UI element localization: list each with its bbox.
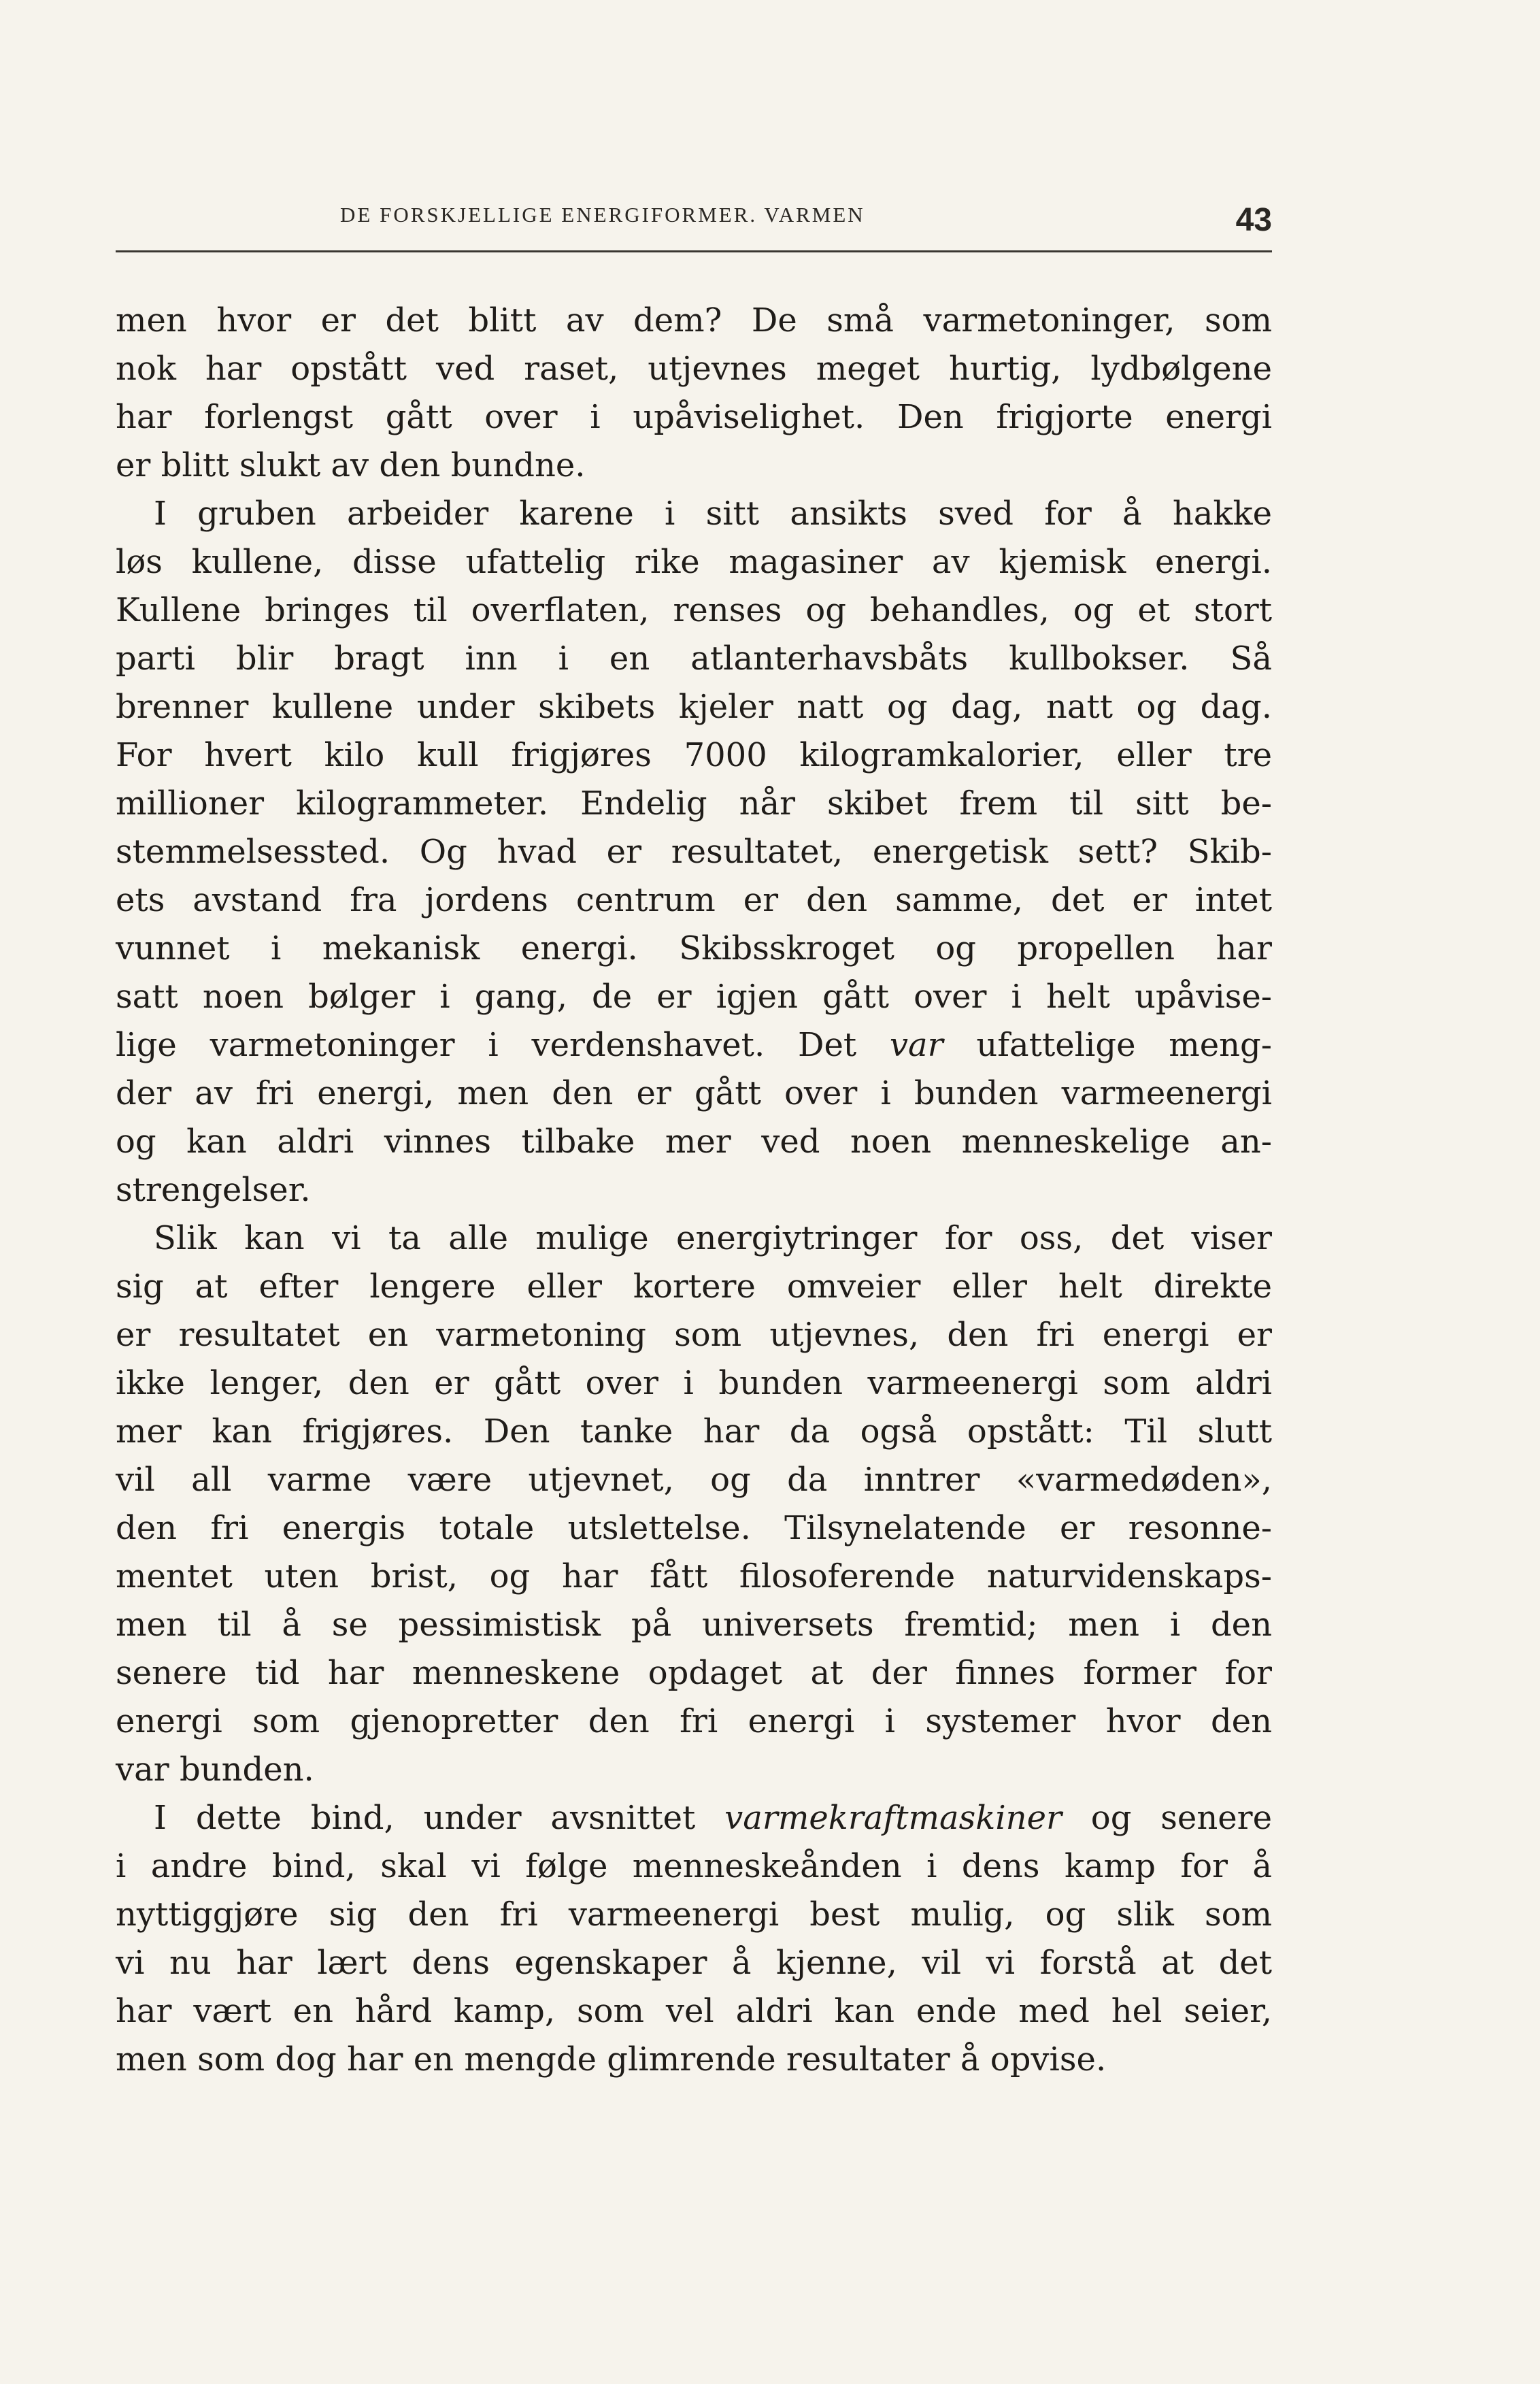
emphasis-varmekraftmaskiner: varmekraftmaskiner [724,1799,1062,1837]
text-run: lige varmetoninger i verdenshavet. Det [116,1026,890,1064]
paragraph-2 [116,490,1272,1214]
text-line: nyttiggjøre sig den fri varmeenergi best mulig, og slik som [116,1895,1272,1934]
text-line: Kullene bringes til overflaten, renses og behandles, og et stort [116,591,1272,629]
text-line: satt noen bølger i gang, de er igjen gått over i helt upåvise- [116,978,1272,1016]
text-line: brenner kullene under skibets kjeler natt og dag, natt og dag. [116,688,1272,726]
text-run: ufattelige meng- [943,1026,1273,1064]
text-line [116,1021,1272,1070]
text-line: vi nu har lært dens egenskaper å kjenne, vil vi forstå at det [116,1944,1272,1982]
text-line: var bunden. [116,1751,314,1789]
text-line: ikke lenger, den er gått over i bunden varmeenergi som aldri [116,1364,1272,1402]
text-line: har vært en hård kamp, som vel aldri kan ende med hel seier, [116,1992,1272,2030]
text-line: Slik kan vi ta alle mulige energiytringer for oss, det viser [154,1219,1272,1257]
text-line: er resultatet en varmetoning som utjevnes, den fri energi er [116,1316,1272,1354]
body-text [116,297,1272,2084]
running-title: DE FORSKJELLIGE ENERGIFORMER. VARMEN [340,203,865,227]
text-line: i andre bind, skal vi følge menneskeånden i dens kamp for å [116,1847,1272,1885]
text-line: men som dog har en mengde glimrende resultater å opvise. [116,2040,1107,2079]
text-line: men til å se pessimistisk på universets fremtid; men i den [116,1606,1272,1644]
text-line: strengelser. [116,1171,311,1209]
paragraph-4 [116,1794,1272,2084]
text-line: mer kan frigjøres. Den tanke har da også opstått: Til slutt [116,1412,1272,1451]
text-line: millioner kilogrammeter. Endelig når skibet frem til sitt be- [116,784,1272,823]
paragraph-3 [116,1214,1272,1794]
text-line: løs kullene, disse ufattelig rike magasiner av kjemisk energi. [116,543,1272,581]
text-line: I gruben arbeider karene i sitt ansikts sved for å hakke [154,495,1272,533]
text-line: vunnet i mekanisk energi. Skibsskroget og propellen har [116,929,1272,967]
text-line: er blitt slukt av den bundne. [116,446,586,484]
text-line: har forlengst gått over i upåviselighet. Den frigjorte energi [116,398,1272,436]
text-line: energi som gjenopretter den fri energi i systemer hvor den [116,1702,1272,1740]
text-line: senere tid har menneskene opdaget at der finnes former for [116,1654,1272,1692]
text-line: men hvor er det blitt av dem? De små varmetoninger, som [116,301,1272,340]
text-run: I dette bind, under avsnittet [154,1799,725,1837]
text-line: parti blir bragt inn i en atlanterhavsbåts kullbokser. Så [116,640,1272,678]
text-line [116,1794,1272,1842]
header-rule [116,250,1272,252]
emphasis-var: var [889,1026,943,1064]
text-line: der av fri energi, men den er gått over i bunden varmeenergi [116,1074,1272,1112]
page-number: 43 [1235,202,1272,238]
page-header [116,192,1272,246]
text-run: og senere [1061,1799,1273,1837]
text-line: nok har opstått ved raset, utjevnes meget hurtig, lydbølgene [116,350,1272,388]
text-line: vil all varme være utjevnet, og da inntrer «varmedøden», [116,1461,1272,1499]
text-line: mentet uten brist, og har fått filosoferende naturvidenskaps- [116,1557,1272,1595]
text-line: den fri energis totale utslettelse. Tilsynelatende er resonne- [116,1509,1272,1547]
text-line: sig at efter lengere eller kortere omveier eller helt direkte [116,1268,1272,1306]
text-line: stemmelsessted. Og hvad er resultatet, energetisk sett? Skib- [116,833,1272,871]
text-line: For hvert kilo kull frigjøres 7000 kilogramkalorier, eller tre [116,736,1272,774]
text-line: ets avstand fra jordens centrum er den samme, det er intet [116,881,1272,919]
paragraph-1 [116,297,1272,490]
text-line: og kan aldri vinnes tilbake mer ved noen menneskelige an- [116,1123,1272,1161]
